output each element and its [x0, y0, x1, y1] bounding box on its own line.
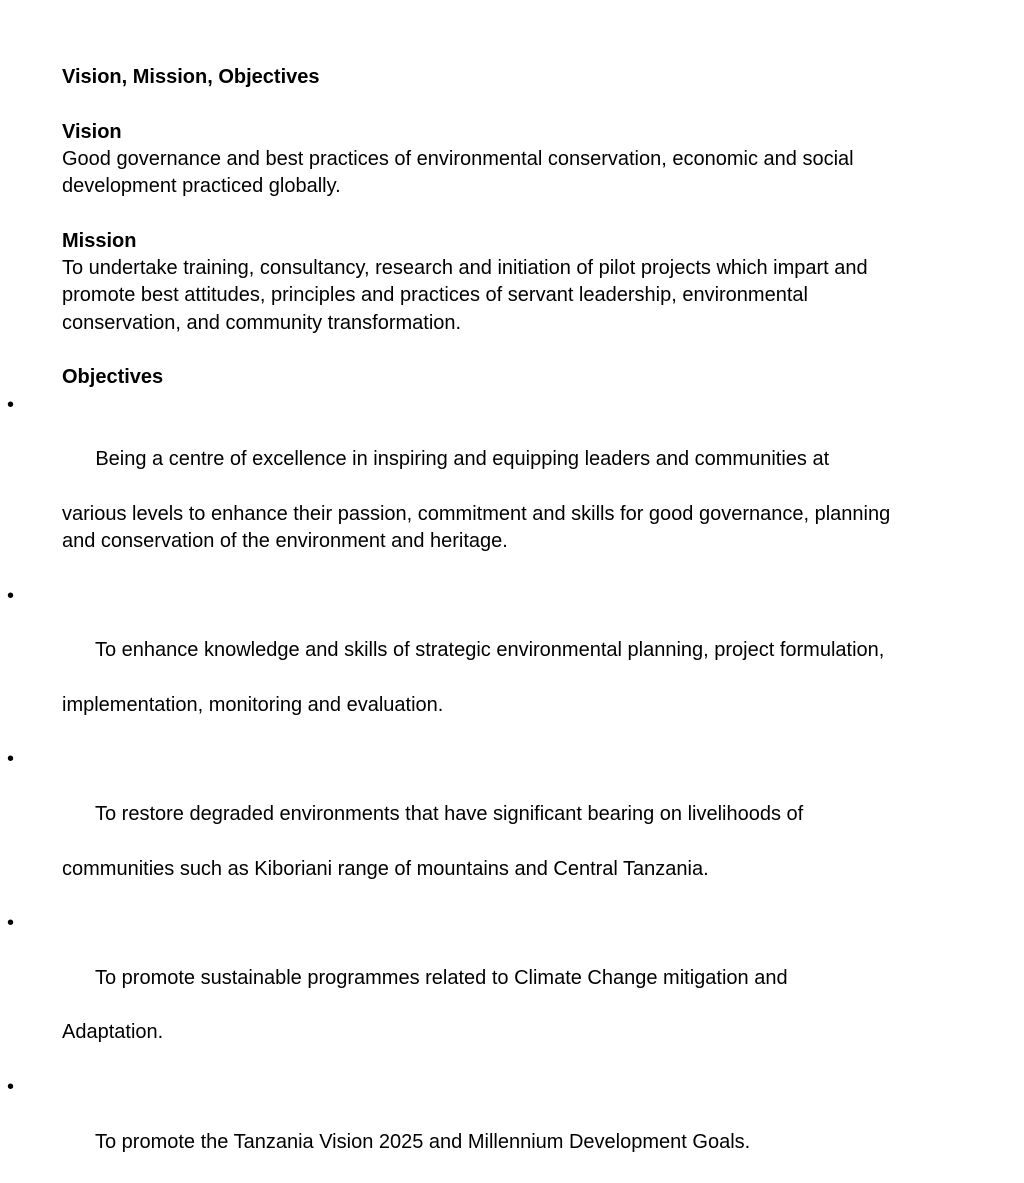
objective-text-line: Being a centre of excellence in inspiring and equipping leaders and communities at [95, 448, 830, 471]
objective-text-line: and conservation of the environment and heritage. [62, 530, 508, 553]
objective-item [0, 392, 1024, 556]
objective-text-line: Adaptation. [62, 1021, 164, 1044]
document-title: Vision, Mission, Objectives [62, 66, 320, 88]
mission-text-line: promote best attitudes, principles and practices of servant leadership, environmental [62, 284, 808, 307]
mission-heading: Mission [62, 229, 137, 252]
objective-item [0, 583, 1024, 719]
spacer [0, 555, 1024, 582]
spacer [0, 719, 1024, 746]
objectives-heading: Objectives [62, 366, 164, 389]
vision-heading: Vision [62, 120, 122, 143]
objective-item [0, 910, 1024, 1046]
mission-text-line: To undertake training, consultancy, research and initiation of pilot projects which impart and [62, 257, 868, 280]
vision-text-line: Good governance and best practices of environmental conservation, economic and social [62, 147, 854, 170]
objective-text-line: various levels to enhance their passion, commitment and skills for good governance, planning [62, 502, 891, 525]
objective-item [0, 746, 1024, 882]
objective-text-line: To promote sustainable programmes related to Climate Change mitigation and [94, 966, 788, 989]
objective-text-line: communities such as Kiboriani range of mountains and Central Tanzania. [62, 857, 709, 880]
bullet-marker: • [7, 393, 15, 416]
bullet-marker: • [7, 912, 15, 935]
spacer [0, 200, 1024, 227]
objective-text-line: To promote the Tanzania Vision 2025 and Millennium Development Goals. [94, 1130, 751, 1153]
mission-text-line: conservation, and community transformation. [62, 311, 462, 334]
spacer [0, 883, 1024, 910]
vision-text-line: development practiced globally. [62, 175, 341, 198]
bullet-marker: • [7, 748, 15, 771]
spacer [0, 1047, 1024, 1074]
spacer [0, 337, 1024, 364]
objective-item [0, 1074, 1024, 1183]
objective-text-line: To restore degraded environments that have significant bearing on livelihoods of [94, 803, 804, 826]
spacer [0, 91, 1024, 118]
document-page [0, 64, 1024, 1183]
bullet-marker: • [7, 1075, 15, 1098]
objective-text-line: implementation, monitoring and evaluation. [62, 693, 444, 716]
objective-text-line: To enhance knowledge and skills of strategic environmental planning, project formulation, [94, 639, 885, 662]
bullet-marker: • [7, 584, 15, 607]
